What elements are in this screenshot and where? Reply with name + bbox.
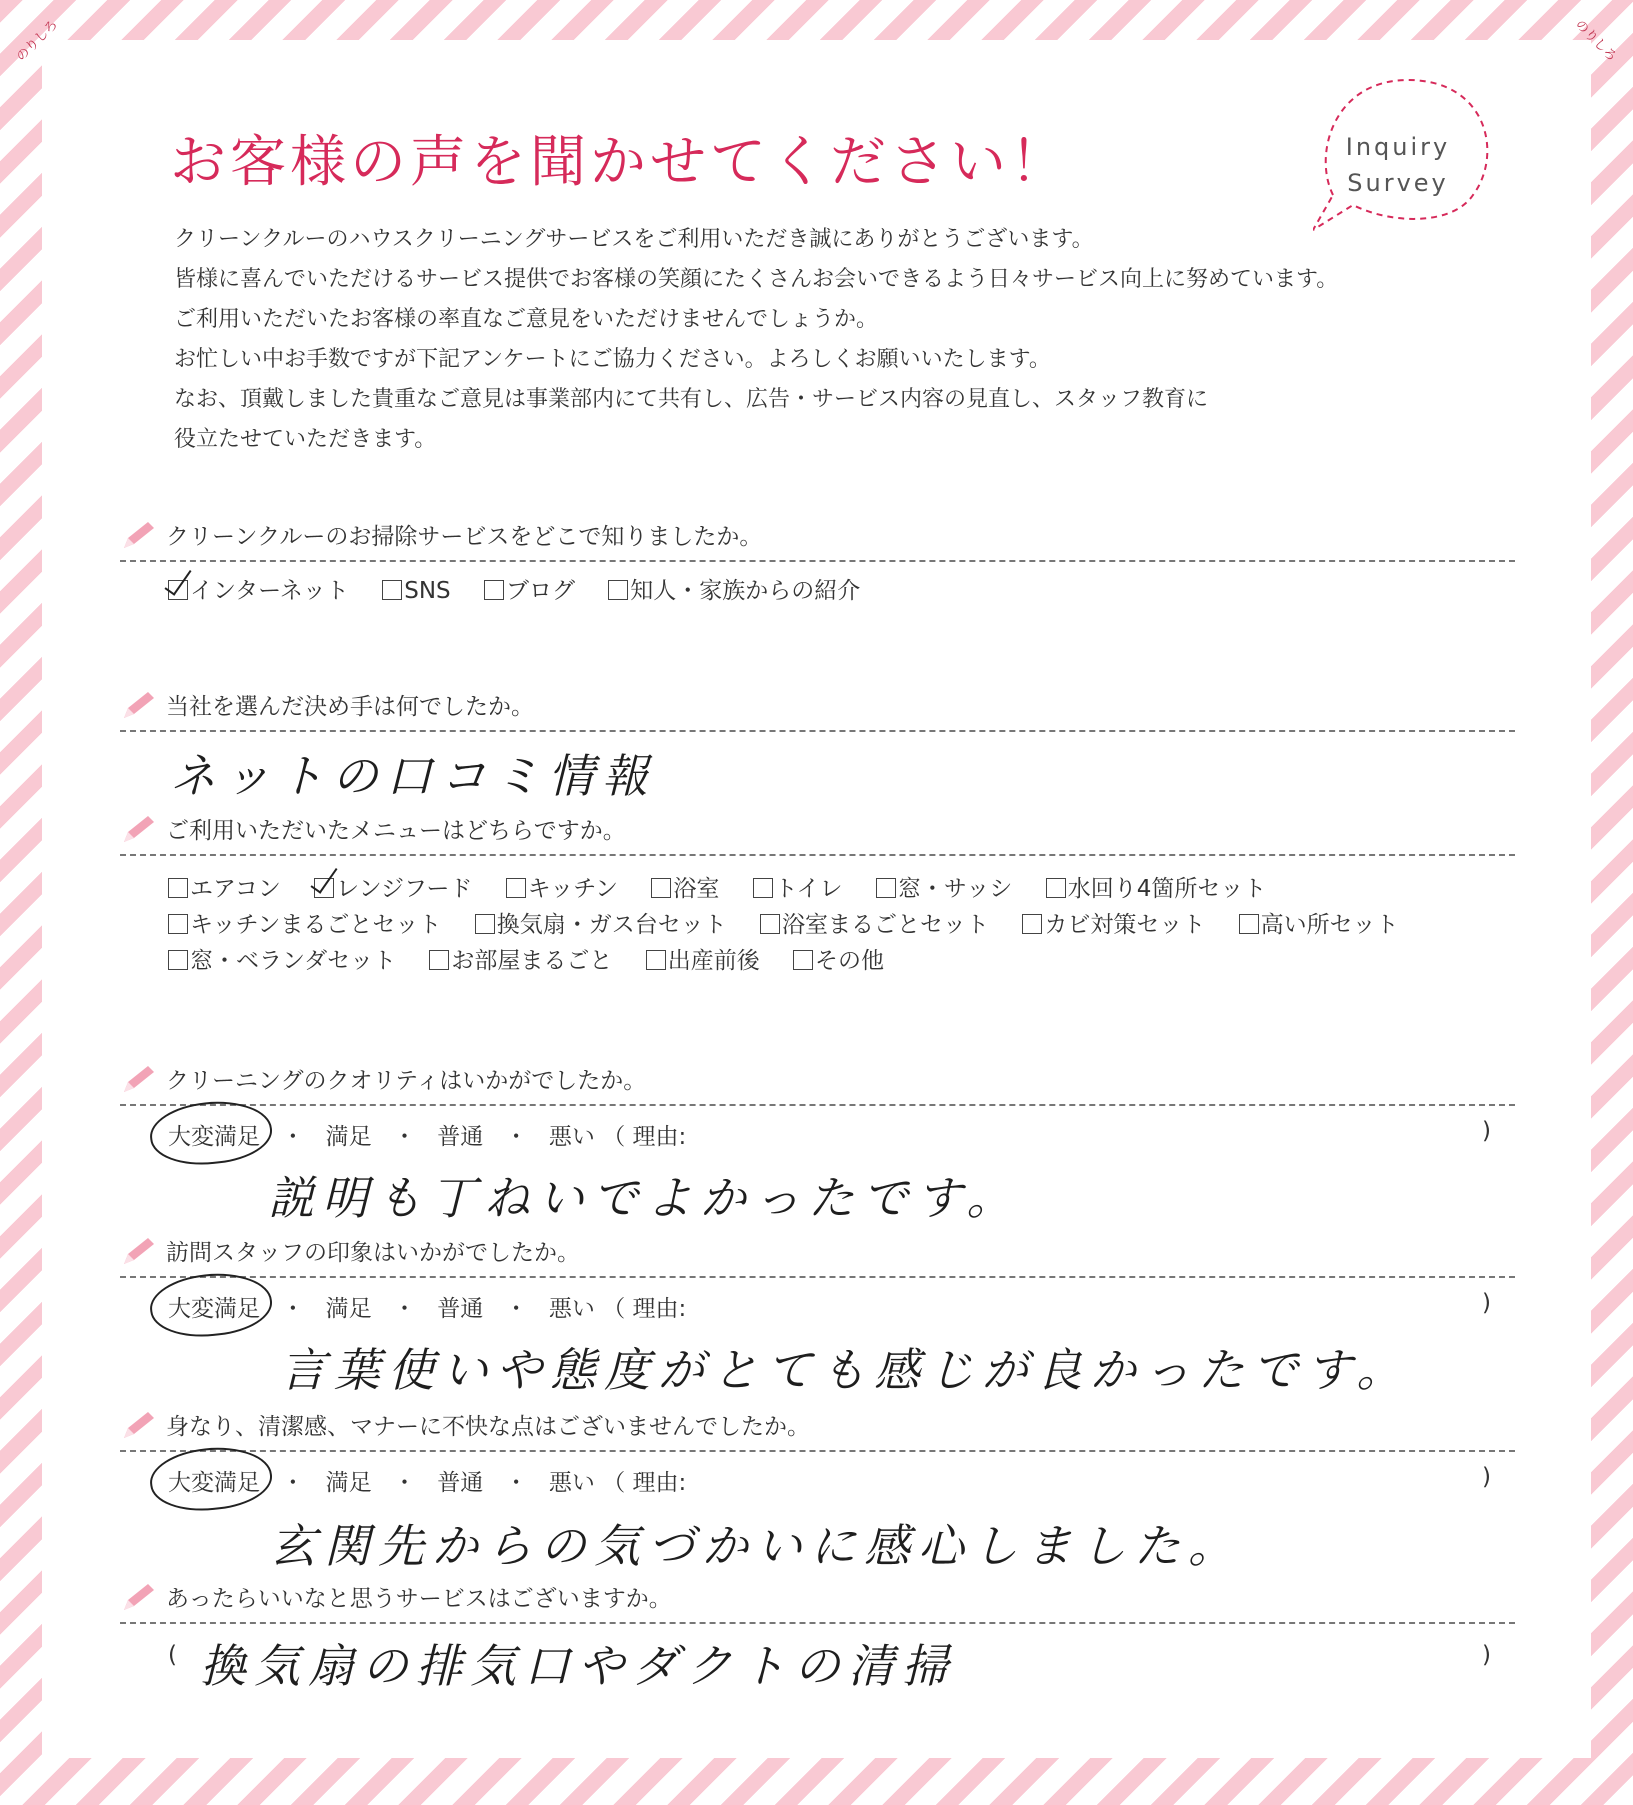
option-water-4-set[interactable]: 水回り4箇所セット xyxy=(1046,870,1267,903)
separator-dot: ・ xyxy=(504,1124,528,1150)
rating-bad[interactable]: 悪い xyxy=(548,1124,595,1150)
pencil-icon xyxy=(120,690,156,722)
option-aircon[interactable]: エアコン xyxy=(168,870,281,903)
dashed-divider xyxy=(120,730,1515,732)
rating-normal[interactable]: 普通 xyxy=(437,1124,484,1150)
dashed-divider xyxy=(120,1276,1515,1278)
rating-scale xyxy=(168,1290,686,1323)
option-internet[interactable]: インターネット xyxy=(168,572,349,605)
question-7 xyxy=(120,1580,1520,1693)
question-text: 身なり、清潔感、マナーに不快な点はございませんでしたか。 xyxy=(166,1414,810,1440)
intro-line: なお、頂戴しました貴重なご意見は事業部内にて共有し、広告・サービス内容の見直し、スタッフ教育に xyxy=(174,387,1209,412)
checkbox[interactable] xyxy=(506,878,526,898)
rating-satisfied[interactable]: 満足 xyxy=(325,1470,372,1496)
option-window-sash[interactable]: 窓・サッシ xyxy=(876,870,1013,903)
checkbox[interactable] xyxy=(1239,914,1259,934)
option-bathroom-set[interactable]: 浴室まるごとセット xyxy=(760,906,989,939)
option-whole-room[interactable]: お部屋まるごと xyxy=(429,942,612,975)
checkbox[interactable] xyxy=(475,914,495,934)
option-kitchen-set[interactable]: キッチンまるごとセット xyxy=(168,906,441,939)
option-bathroom[interactable]: 浴室 xyxy=(651,870,719,903)
intro-line: ご利用いただいたお客様の率直なご意見をいただけませんでしょうか。 xyxy=(174,307,879,332)
checkbox[interactable] xyxy=(168,878,188,898)
reason-close-paren: ) xyxy=(1482,1464,1491,1490)
checkbox[interactable] xyxy=(1022,914,1042,934)
badge-line-1: Inquiry xyxy=(1345,133,1451,161)
dashed-divider xyxy=(120,560,1515,562)
pencil-icon xyxy=(120,814,156,846)
intro-line: クリーンクルーのハウスクリーニングサービスをご利用いただき誠にありがとうございます。 xyxy=(174,227,1094,252)
handwritten-answer: 言葉使いや態度がとても感じが良かったです。 xyxy=(280,1343,1411,1397)
option-childbirth[interactable]: 出産前後 xyxy=(646,942,760,975)
separator-dot: ・ xyxy=(392,1124,416,1150)
rating-satisfied[interactable]: 満足 xyxy=(325,1296,372,1322)
question-text: あったらいいなと思うサービスはございますか。 xyxy=(166,1586,672,1612)
corner-tab-right xyxy=(1541,0,1633,92)
reason-close-paren: ) xyxy=(1482,1118,1491,1144)
rating-bad[interactable]: 悪い xyxy=(548,1296,595,1322)
handwritten-answer: 玄関先からの気づかいに感心しました。 xyxy=(270,1519,1242,1573)
question-text: ご利用いただいたメニューはどちらですか。 xyxy=(166,818,626,844)
corner-label: のりしろ xyxy=(13,17,62,65)
corner-label: のりしろ xyxy=(1571,17,1620,65)
separator-dot: ・ xyxy=(281,1124,305,1150)
handwritten-answer: 換気扇の排気口やダクトの清掃 xyxy=(200,1639,956,1693)
rating-very-satisfied[interactable]: 大変満足 xyxy=(168,1290,260,1323)
menu-row-2 xyxy=(168,906,1425,939)
answer-open-paren: ( xyxy=(168,1642,177,1668)
checkbox[interactable] xyxy=(484,580,504,600)
intro-line: お忙しい中お手数ですが下記アンケートにご協力ください。よろしくお願いいたします。 xyxy=(174,347,1051,372)
badge-line-2: Survey xyxy=(1347,169,1449,197)
separator-dot: ・ xyxy=(281,1470,305,1496)
option-window-veranda-set[interactable]: 窓・ベランダセット xyxy=(168,942,396,975)
option-mold-set[interactable]: カビ対策セット xyxy=(1022,906,1205,939)
separator-dot: ・ xyxy=(504,1470,528,1496)
pencil-icon xyxy=(120,1236,156,1268)
checkbox[interactable] xyxy=(876,878,896,898)
dashed-divider xyxy=(120,1104,1515,1106)
rating-very-satisfied[interactable]: 大変満足 xyxy=(168,1118,260,1151)
rating-normal[interactable]: 普通 xyxy=(437,1296,484,1322)
reason-close-paren: ) xyxy=(1482,1290,1491,1316)
question-4 xyxy=(120,1062,1520,1225)
separator-dot: ・ xyxy=(281,1296,305,1322)
rating-bad[interactable]: 悪い xyxy=(548,1470,595,1496)
option-sns[interactable]: SNS xyxy=(382,578,450,604)
question-2 xyxy=(120,688,1520,803)
option-referral[interactable]: 知人・家族からの紹介 xyxy=(608,572,860,605)
survey-badge xyxy=(1313,75,1503,235)
question-text: 訪問スタッフの印象はいかがでしたか。 xyxy=(166,1240,580,1266)
checkbox[interactable] xyxy=(429,950,449,970)
q1-options xyxy=(168,572,886,605)
menu-row-1 xyxy=(168,870,1292,903)
checkbox[interactable] xyxy=(793,950,813,970)
option-other[interactable]: その他 xyxy=(793,942,884,975)
option-toilet[interactable]: トイレ xyxy=(753,870,843,903)
option-fan-gas-set[interactable]: 換気扇・ガス台セット xyxy=(475,906,727,939)
intro-line: 役立たせていただきます。 xyxy=(174,427,437,452)
pencil-icon xyxy=(120,1064,156,1096)
question-3 xyxy=(120,812,1520,974)
question-1 xyxy=(120,518,1520,604)
rating-scale xyxy=(168,1118,686,1151)
checkbox[interactable] xyxy=(1046,878,1066,898)
dashed-divider xyxy=(120,854,1515,856)
handwritten-answer: 説明も丁ねいでよかったです。 xyxy=(268,1171,1021,1225)
question-text: クリーンクルーのお掃除サービスをどこで知りましたか。 xyxy=(166,524,763,550)
page-title: お客様の声を聞かせてください！ xyxy=(170,130,1070,195)
pencil-icon xyxy=(120,520,156,552)
option-range-hood[interactable]: レンジフード xyxy=(314,870,472,903)
checkbox[interactable] xyxy=(608,580,628,600)
checkbox[interactable] xyxy=(168,950,188,970)
question-5 xyxy=(120,1234,1520,1397)
corner-tab-left xyxy=(0,0,92,92)
option-kitchen[interactable]: キッチン xyxy=(506,870,618,903)
answer-close-paren: ) xyxy=(1482,1642,1491,1668)
intro-line: 皆様に喜んでいただけるサービス提供でお客様の笑顔にたくさんお会いできるよう日々サービス向上に努めています。 xyxy=(174,267,1339,292)
question-text: 当社を選んだ決め手は何でしたか。 xyxy=(166,694,534,720)
reason-label: （ 理由: xyxy=(602,1296,687,1322)
rating-scale xyxy=(168,1464,686,1497)
question-6 xyxy=(120,1408,1520,1573)
intro-text xyxy=(174,220,1564,460)
checkbox[interactable] xyxy=(168,580,188,600)
dashed-divider xyxy=(120,1622,1515,1624)
separator-dot: ・ xyxy=(392,1470,416,1496)
checkbox[interactable] xyxy=(760,914,780,934)
rating-very-satisfied[interactable]: 大変満足 xyxy=(168,1464,260,1497)
option-blog[interactable]: ブログ xyxy=(484,572,575,605)
pencil-icon xyxy=(120,1410,156,1442)
checkbox[interactable] xyxy=(753,878,773,898)
rating-satisfied[interactable]: 満足 xyxy=(325,1124,372,1150)
option-high-places-set[interactable]: 高い所セット xyxy=(1239,906,1399,939)
handwritten-answer: ネットの口コミ情報 xyxy=(170,749,656,803)
separator-dot: ・ xyxy=(392,1296,416,1322)
separator-dot: ・ xyxy=(504,1296,528,1322)
question-text: クリーニングのクオリティはいかがでしたか。 xyxy=(166,1068,647,1094)
checkbox[interactable] xyxy=(646,950,666,970)
rating-normal[interactable]: 普通 xyxy=(437,1470,484,1496)
menu-row-3 xyxy=(168,942,910,975)
checkbox[interactable] xyxy=(314,878,334,898)
checkbox[interactable] xyxy=(168,914,188,934)
reason-label: （ 理由: xyxy=(602,1470,687,1496)
checkbox[interactable] xyxy=(382,580,402,600)
dashed-divider xyxy=(120,1450,1515,1452)
pencil-icon xyxy=(120,1582,156,1614)
checkbox[interactable] xyxy=(651,878,671,898)
reason-label: （ 理由: xyxy=(602,1124,687,1150)
